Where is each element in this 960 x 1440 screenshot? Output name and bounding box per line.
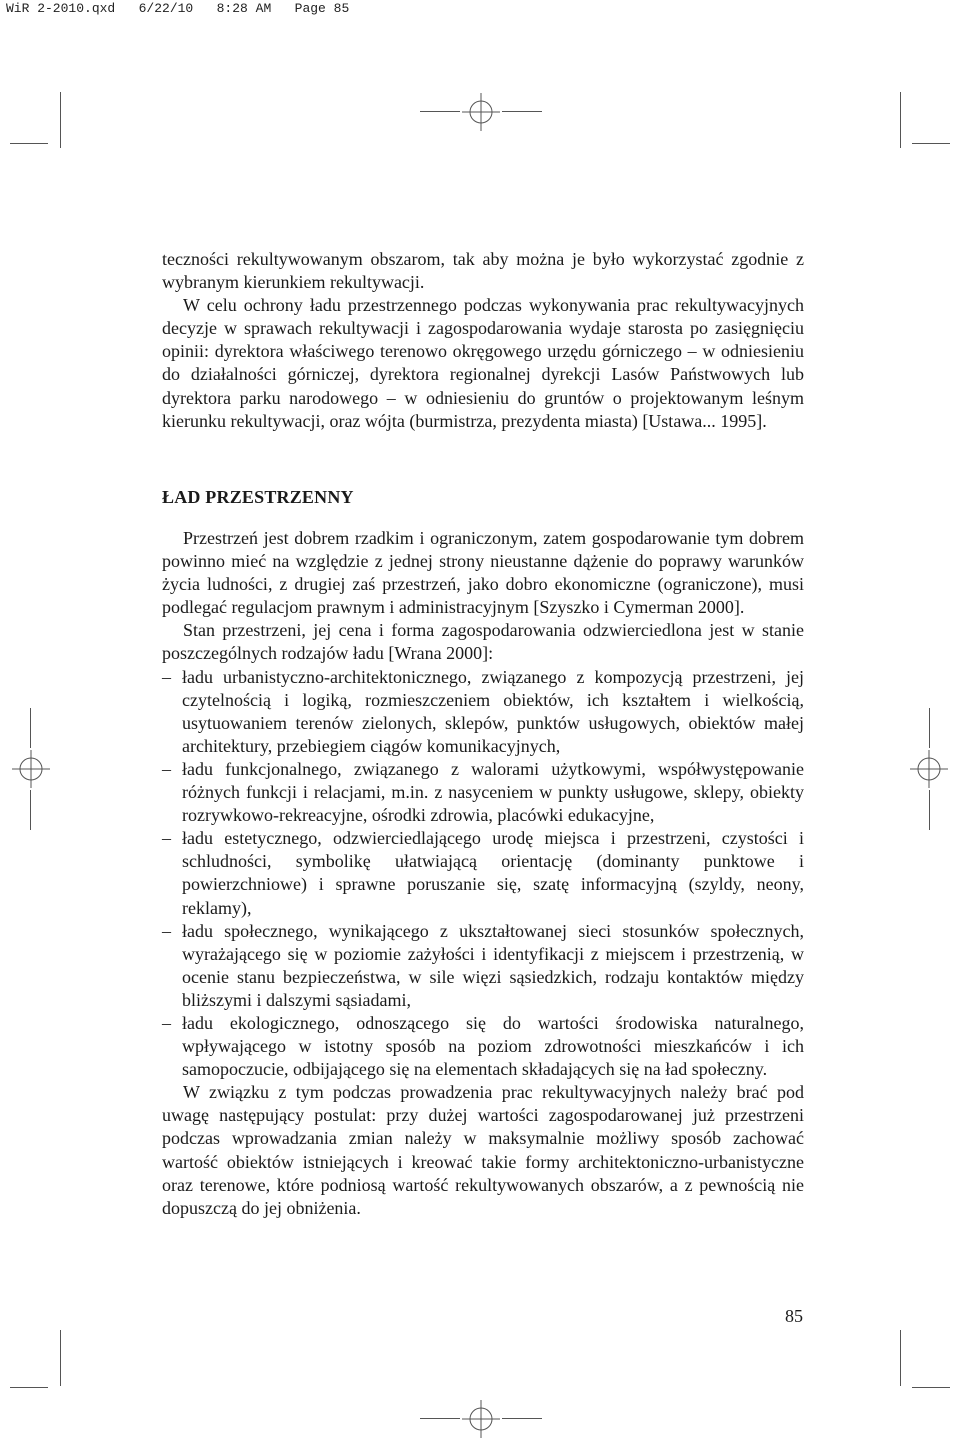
section-text-block <box>162 527 804 1220</box>
list-item <box>162 920 804 1012</box>
crop-mark-left-center-top <box>30 708 31 748</box>
crop-mark-top-right-horizontal <box>912 143 950 144</box>
section-heading: ŁAD PRZESTRZENNY <box>162 487 354 507</box>
crop-mark-top-left-horizontal <box>10 143 48 144</box>
list-item <box>162 666 804 758</box>
crop-mark-bottom-left-vertical <box>60 1330 61 1386</box>
crop-mark-bottom-right-vertical <box>900 1330 901 1386</box>
crop-mark-top-center-right <box>502 111 542 112</box>
list-item <box>162 1012 804 1081</box>
list-item <box>162 827 804 919</box>
paragraph-przestrzen: Przestrzeń jest dobrem rzadkim i ograniczonym, zatem gospodarowanie tym dobrem powinno mieć na względzie z jednej strony nieustanne dążenie do poprawy warunków życia ludności, z drugiej zaś przestrzeń, jako dobro ekonomiczne (ograniczone), musi podlegać regulacjom prawnym i administracyjnym [Szyszko i Cymerman 2000]. <box>162 528 804 618</box>
crop-mark-top-center-left <box>420 111 460 112</box>
list-item-text: ładu estetycznego, odzwierciedlającego urodę miejsca i przestrzeni, czystości i schludności, symbolikę ułatwiającą orientację (dominanty punktowe i powierzchniowe) i sprawne poruszanie się, szatę informacyjną (szyldy, neony, reklamy), <box>182 828 804 918</box>
crop-mark-bottom-left-horizontal <box>10 1387 48 1388</box>
registration-mark-right-icon <box>910 750 948 788</box>
registration-mark-bottom-icon <box>462 1400 500 1438</box>
registration-mark-top-icon <box>462 93 500 131</box>
crop-mark-right-center-top <box>929 708 930 748</box>
crop-mark-right-center-bottom <box>929 790 930 830</box>
paragraph-stan-przestrzeni: Stan przestrzeni, jej cena i forma zagospodarowania odzwierciedlona jest w stanie poszczególnych rodzajów ładu [Wrana 2000]: <box>162 620 804 664</box>
bullet-marker: – <box>162 920 171 941</box>
registration-mark-left-icon <box>12 750 50 788</box>
crop-mark-bottom-center-left <box>420 1418 460 1419</box>
bullet-marker: – <box>162 828 171 849</box>
crop-mark-bottom-center-right <box>502 1418 542 1419</box>
list-item-text: ładu ekologicznego, odnoszącego się do wartości środowiska naturalnego, wpływającego w istotny sposób na poziom zdrowotności mieszkańców i ich samopoczucie, odbijającego się na elementach składających się na ład społeczny. <box>182 1012 804 1080</box>
paragraph-postulat: W związku z tym podczas prowadzenia prac rekultywacyjnych należy brać pod uwagę następujący postulat: przy dużej wartości zagospodarowanej już przestrzeni podczas wprowadzania zmian należy w maksymalnie możliwy sposób zachować wartość obiektów istniejących i kreować takie formy architektoniczno-urbanistyczne oraz terenowe, które podniosą wartość rekultywowanych obszarów, a z pewnością nie dopuszczą do jej obniżenia. <box>162 1082 804 1218</box>
list-item-text: ładu społecznego, wynikającego z ukształtowanej sieci stosunków społecznych, wyrażającego się w poziomie zażyłości i identyfikacji z miejscem i przestrzenią, w ocenie stanu bezpieczeństwa, w sile więzi sąsiedzkich, rodzaju kontaktów między bliższymi i dalszymi sąsiadami, <box>182 920 804 1010</box>
crop-mark-left-center-bottom <box>30 790 31 830</box>
crop-mark-top-left-vertical <box>60 92 61 148</box>
paragraph-continuation: teczności rekultywowanym obszarom, tak aby można je było wykorzystać zgodnie z wybranym kierunkiem rekultywacji. <box>162 249 804 293</box>
top-text-block <box>162 248 804 433</box>
list-item-text: ładu funkcjonalnego, związanego z walorami użytkowymi, współwystępowanie różnych funkcji i relacjami, m.in. z nasyceniem w punkty usługowe, sklepy, obiekty rozrywkowo-rekreacyjne, ośrodki zdrowia, placówki edukacyjne, <box>182 758 804 826</box>
bullet-marker: – <box>162 758 171 779</box>
list-item <box>162 758 804 827</box>
crop-mark-bottom-right-horizontal <box>912 1387 950 1388</box>
print-slug: WiR 2-2010.qxd 6/22/10 8:28 AM Page 85 <box>6 1 350 16</box>
bullet-marker: – <box>162 1012 171 1033</box>
bullet-marker: – <box>162 666 171 687</box>
list-item-text: ładu urbanistyczno-architektonicznego, związanego z kompozycją przestrzeni, jej czytelnością i logiką, rozmieszczeniem obiektów, ich kształtem i wielkością, usytuowaniem terenów zielonych, sklepów, punktów usługowych, obiektów małej architektury, przebiegiem ciągów komunikacyjnych, <box>182 666 804 756</box>
paragraph-ochrona-ladu: W celu ochrony ładu przestrzennego podczas wykonywania prac rekultywacyjnych decyzje w sprawach rekultywacji i zagospodarowania wydaje starosta po zasięgnięciu opinii: dyrektora właściwego terenowo okręgowego urzędu górniczego – w odniesieniu do działalności górniczej, dyrektora regionalnej dyrekcji Lasów Państwowych lub dyrektora parku narodowego – w odniesieniu do gruntów o projektowanym leśnym kierunku rekultywacji, oraz wójta (burmistrza, prezydenta miasta) [Ustawa... 1995]. <box>162 295 804 431</box>
crop-mark-top-right-vertical <box>900 92 901 148</box>
page-number: 85 <box>785 1306 803 1326</box>
